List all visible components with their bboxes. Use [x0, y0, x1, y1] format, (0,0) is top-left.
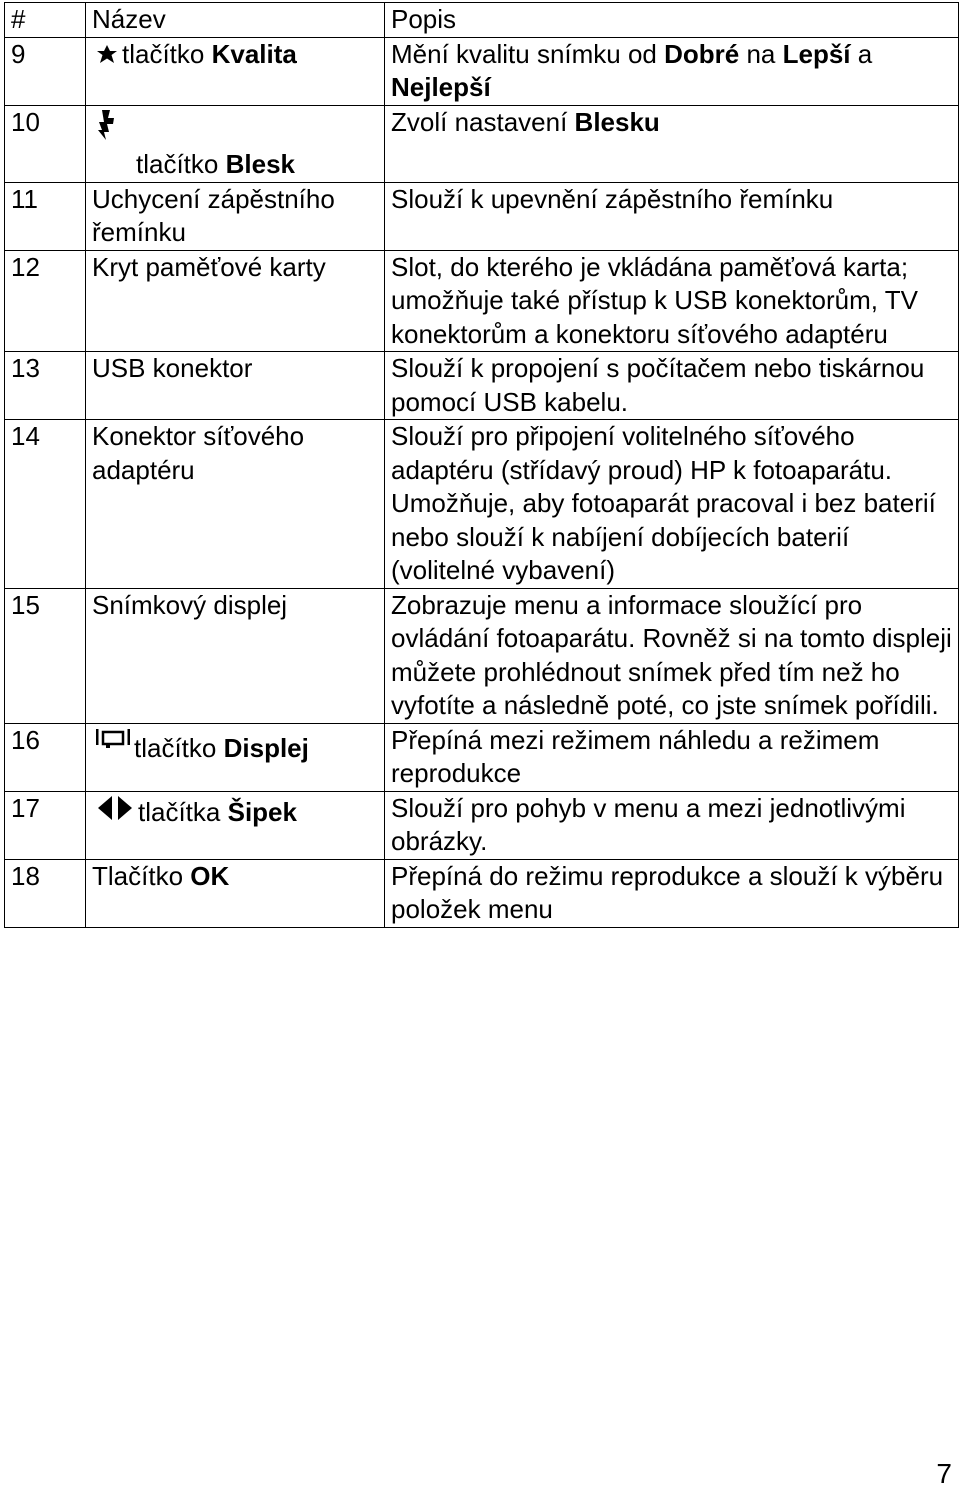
row-name-bold: Šipek — [227, 796, 297, 827]
row-name-bold: Kvalita — [211, 38, 297, 69]
row-name — [86, 723, 385, 791]
header-desc: Popis — [385, 3, 959, 38]
header-name: Název — [86, 3, 385, 38]
row-desc: Přepíná do režimu reprodukce a slouží k výběru položek menu — [385, 859, 959, 927]
row-name — [86, 105, 385, 182]
row-name: Kryt paměťové karty — [86, 250, 385, 352]
row-num: 13 — [5, 352, 86, 420]
desc-bold: Lepší — [782, 38, 851, 69]
row-name — [86, 859, 385, 927]
table-row — [5, 182, 959, 250]
desc-text: Zvolí nastavení — [391, 106, 575, 137]
page-number: 7 — [936, 1458, 952, 1489]
desc-text: a — [850, 38, 873, 69]
row-desc: Slouží pro pohyb v menu a mezi jednotlivými obrázky. — [385, 791, 959, 859]
row-num: 15 — [5, 588, 86, 723]
row-name-prefix: tlačítko — [134, 732, 217, 763]
table-header-row — [5, 3, 959, 38]
desc-bold: Nejlepší — [391, 72, 491, 102]
table-row — [5, 352, 959, 420]
table-row — [5, 250, 959, 352]
desc-bold: Dobré — [664, 38, 740, 69]
flash-icon — [96, 110, 116, 149]
row-num: 11 — [5, 182, 86, 250]
row-name-prefix: Tlačítko — [92, 860, 184, 891]
row-name-bold: Displej — [223, 732, 309, 763]
row-desc: Slot, do kterého je vkládána paměťová karta; umožňuje také přístup k USB konektorům, TV konektorům a konektoru síťového adaptéru — [385, 250, 959, 352]
row-name — [86, 37, 385, 105]
table-row — [5, 588, 959, 723]
row-desc: Slouží pro připojení volitelného síťového adaptéru (střídavý proud) HP k fotoaparátu. Umožňuje, aby fotoaparát pracoval i bez baterií nebo slouží k nabíjení dobíjecích baterií (volitelné vybavení) — [385, 420, 959, 589]
table-row — [5, 859, 959, 927]
display-icon — [96, 726, 130, 760]
arrows-icon — [96, 795, 134, 829]
row-desc: Zobrazuje menu a informace sloužící pro ovládání fotoaparátu. Rovněž si na tomto displeji můžete prohlédnout snímek před tím než ho vyfotíte a následně poté, co jste snímek pořídili. — [385, 588, 959, 723]
row-desc — [385, 105, 959, 182]
row-name: Konektor síťového adaptéru — [86, 420, 385, 589]
row-name: Snímkový displej — [86, 588, 385, 723]
row-num: 16 — [5, 723, 86, 791]
row-name: USB konektor — [86, 352, 385, 420]
row-num: 14 — [5, 420, 86, 589]
row-num: 17 — [5, 791, 86, 859]
row-num: 18 — [5, 859, 86, 927]
row-name-prefix: tlačítko — [136, 149, 219, 179]
desc-text: Mění kvalitu snímku od — [391, 38, 665, 69]
desc-text: na — [739, 38, 783, 69]
reference-table — [4, 2, 959, 928]
row-desc: Přepíná mezi režimem náhledu a režimem reprodukce — [385, 723, 959, 791]
row-desc — [385, 37, 959, 105]
row-name-prefix: tlačítka — [138, 796, 221, 827]
row-name — [86, 791, 385, 859]
row-name: Uchycení zápěstního řemínku — [86, 182, 385, 250]
row-num: 10 — [5, 105, 86, 182]
row-desc: Slouží k propojení s počítačem nebo tiskárnou pomocí USB kabelu. — [385, 352, 959, 420]
row-num: 9 — [5, 37, 86, 105]
table-row — [5, 723, 959, 791]
row-num: 12 — [5, 250, 86, 352]
row-desc: Slouží k upevnění zápěstního řemínku — [385, 182, 959, 250]
row-name-prefix: tlačítko — [122, 38, 205, 69]
desc-bold: Blesku — [574, 106, 660, 137]
row-name-bold: Blesk — [225, 149, 295, 179]
table-row — [5, 105, 959, 182]
table-row — [5, 37, 959, 105]
table-row — [5, 420, 959, 589]
table-row — [5, 791, 959, 859]
row-name-bold: OK — [190, 860, 230, 891]
quality-star-icon — [96, 39, 118, 73]
header-num: # — [5, 3, 86, 38]
